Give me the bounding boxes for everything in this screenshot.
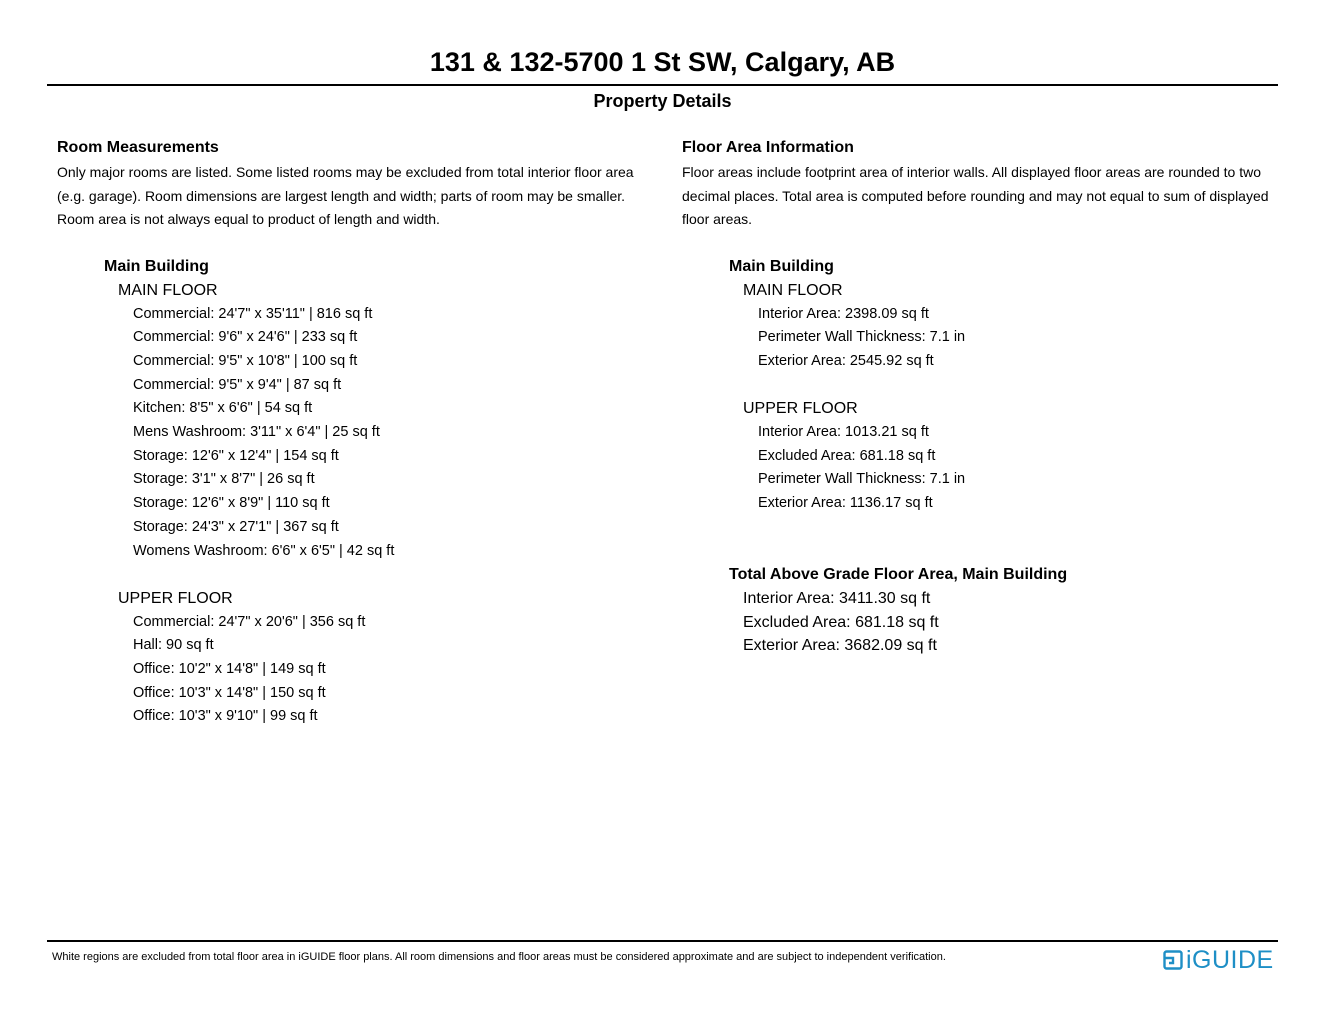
total-area-item: Exterior Area: 3682.09 sq ft [743,637,937,655]
total-area-item: Interior Area: 3411.30 sq ft [743,589,931,607]
floor-heading-upper: UPPER FLOOR [118,589,233,607]
iguide-logo-icon [1163,950,1183,970]
room-item: Storage: 3'1" x 8'7" | 26 sq ft [133,471,315,488]
page-title: 131 & 132-5700 1 St SW, Calgary, AB [429,47,896,77]
footer-divider [47,940,1278,942]
floor-heading-main: MAIN FLOOR [743,281,843,299]
room-item: Commercial: 9'6" x 24'6" | 233 sq ft [133,329,358,346]
floor-heading-main: MAIN FLOOR [118,281,218,299]
room-item: Office: 10'3" x 9'10" | 99 sq ft [133,708,318,725]
room-measurements-section [57,137,657,729]
room-item: Commercial: 24'7" x 20'6" | 356 sq ft [133,613,366,630]
description-line: floor areas. [682,211,753,228]
room-item: Office: 10'2" x 14'8" | 149 sq ft [133,661,326,678]
description-line: Room area is not always equal to product of length and width. [57,211,440,228]
area-item: Interior Area: 1013.21 sq ft [758,424,929,441]
description-line: decimal places. Total area is computed before rounding and may not equal to sum of displayed [682,187,1269,204]
footer-disclaimer: White regions are excluded from total floor area in iGUIDE floor plans. All room dimensions and floor areas must be considered approximate and are subject to independent verification. [52,951,946,963]
building-heading: Main Building [104,258,209,276]
area-item: Perimeter Wall Thickness: 7.1 in [758,329,966,346]
room-item: Commercial: 24'7" x 35'11" | 816 sq ft [133,305,373,322]
room-item: Storage: 12'6" x 8'9" | 110 sq ft [133,495,330,512]
area-item: Perimeter Wall Thickness: 7.1 in [758,471,966,488]
description-line: Floor areas include footprint area of interior walls. All displayed floor areas are rounded to two [682,164,1261,180]
building-heading: Main Building [729,258,834,276]
floor-area-heading: Floor Area Information [682,139,854,156]
room-item: Office: 10'3" x 14'8" | 150 sq ft [133,684,326,701]
area-item: Interior Area: 2398.09 sq ft [758,305,929,322]
total-area-item: Excluded Area: 681.18 sq ft [743,613,939,631]
floor-area-section [682,137,1292,658]
room-item: Hall: 90 sq ft [133,637,214,654]
area-item: Excluded Area: 681.18 sq ft [758,447,936,464]
page-subtitle: Property Details [593,91,732,111]
room-item: Storage: 24'3" x 27'1" | 367 sq ft [133,518,339,535]
room-item: Commercial: 9'5" x 9'4" | 87 sq ft [133,376,342,393]
title-divider [47,84,1278,86]
room-item: Womens Washroom: 6'6" x 6'5" | 42 sq ft [133,542,395,559]
area-item: Exterior Area: 2545.92 sq ft [758,352,934,369]
floor-heading-upper: UPPER FLOOR [743,400,858,418]
iguide-logo [1163,945,1274,975]
description-line: (e.g. garage). Room dimensions are largest length and width; parts of room may be smaller. [57,187,626,204]
room-item: Mens Washroom: 3'11" x 6'4" | 25 sq ft [133,424,380,441]
total-area-heading: Total Above Grade Floor Area, Main Building [729,566,1068,584]
room-item: Commercial: 9'5" x 10'8" | 100 sq ft [133,352,358,369]
iguide-logo-text: iGUIDE [1186,946,1274,974]
room-item: Kitchen: 8'5" x 6'6" | 54 sq ft [133,400,313,417]
area-item: Exterior Area: 1136.17 sq ft [758,495,933,512]
room-measurements-heading: Room Measurements [57,139,219,156]
floor-area-description [682,161,1292,232]
description-line: Only major rooms are listed. Some listed rooms may be excluded from total interior floor area [57,164,634,180]
room-item: Storage: 12'6" x 12'4" | 154 sq ft [133,447,339,464]
room-measurements-description [57,161,657,232]
